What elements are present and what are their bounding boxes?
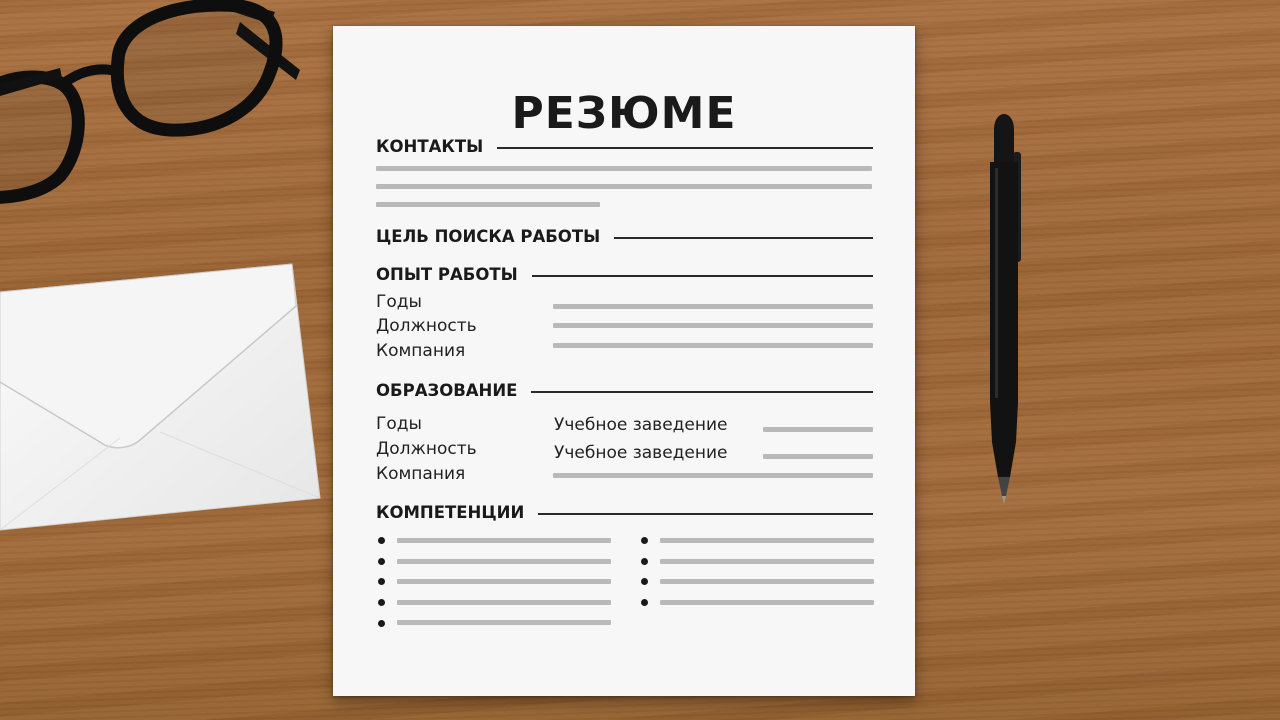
skills-heading: КОМПЕТЕНЦИИ — [376, 502, 525, 522]
placeholder-line — [553, 323, 873, 328]
contacts-section-heading — [376, 134, 873, 158]
experience-heading: ОПЫТ РАБОТЫ — [376, 264, 518, 284]
placeholder-line — [553, 304, 873, 309]
skill-bullet — [378, 558, 385, 565]
placeholder-line — [660, 600, 874, 605]
placeholder-line — [763, 427, 873, 432]
skill-bullet — [641, 599, 648, 606]
experience-section-heading — [376, 262, 873, 286]
placeholder-line — [660, 579, 874, 584]
placeholder-line — [397, 538, 611, 543]
placeholder-line — [397, 559, 611, 564]
education-label-company: Компания — [376, 464, 466, 484]
skill-bullet — [641, 537, 648, 544]
placeholder-line — [660, 538, 874, 543]
heading-rule — [531, 391, 873, 393]
placeholder-line — [397, 620, 611, 625]
heading-rule — [497, 147, 873, 149]
education-label-position: Должность — [376, 439, 477, 459]
heading-rule — [614, 237, 873, 239]
education-heading: ОБРАЗОВАНИЕ — [376, 380, 518, 400]
skill-bullet — [378, 599, 385, 606]
placeholder-line — [660, 559, 874, 564]
placeholder-line — [376, 202, 600, 207]
placeholder-line — [376, 184, 872, 189]
placeholder-line — [553, 473, 873, 478]
skill-bullet — [378, 578, 385, 585]
education-label-years: Годы — [376, 414, 422, 434]
heading-rule — [532, 275, 873, 277]
skill-bullet — [378, 537, 385, 544]
education-institution-1: Учебное заведение — [554, 415, 728, 435]
skill-bullet — [641, 578, 648, 585]
pen-icon — [980, 112, 1030, 507]
placeholder-line — [763, 454, 873, 459]
skill-bullet — [641, 558, 648, 565]
placeholder-line — [553, 343, 873, 348]
experience-label-company: Компания — [376, 341, 466, 361]
placeholder-line — [397, 600, 611, 605]
skills-section-heading — [376, 500, 873, 524]
experience-label-position: Должность — [376, 316, 477, 336]
objective-heading: ЦЕЛЬ ПОИСКА РАБОТЫ — [376, 226, 601, 246]
resume-paper — [333, 26, 915, 696]
experience-label-years: Годы — [376, 292, 422, 312]
objective-section-heading — [376, 224, 873, 248]
resume-title: РЕЗЮМЕ — [511, 88, 737, 139]
education-institution-2: Учебное заведение — [554, 443, 728, 463]
placeholder-line — [397, 579, 611, 584]
placeholder-line — [376, 166, 872, 171]
contacts-heading: КОНТАКТЫ — [376, 136, 484, 156]
skill-bullet — [378, 620, 385, 627]
envelope-icon — [0, 262, 322, 532]
education-section-heading — [376, 378, 873, 402]
heading-rule — [538, 513, 873, 515]
glasses-icon — [0, 0, 310, 210]
